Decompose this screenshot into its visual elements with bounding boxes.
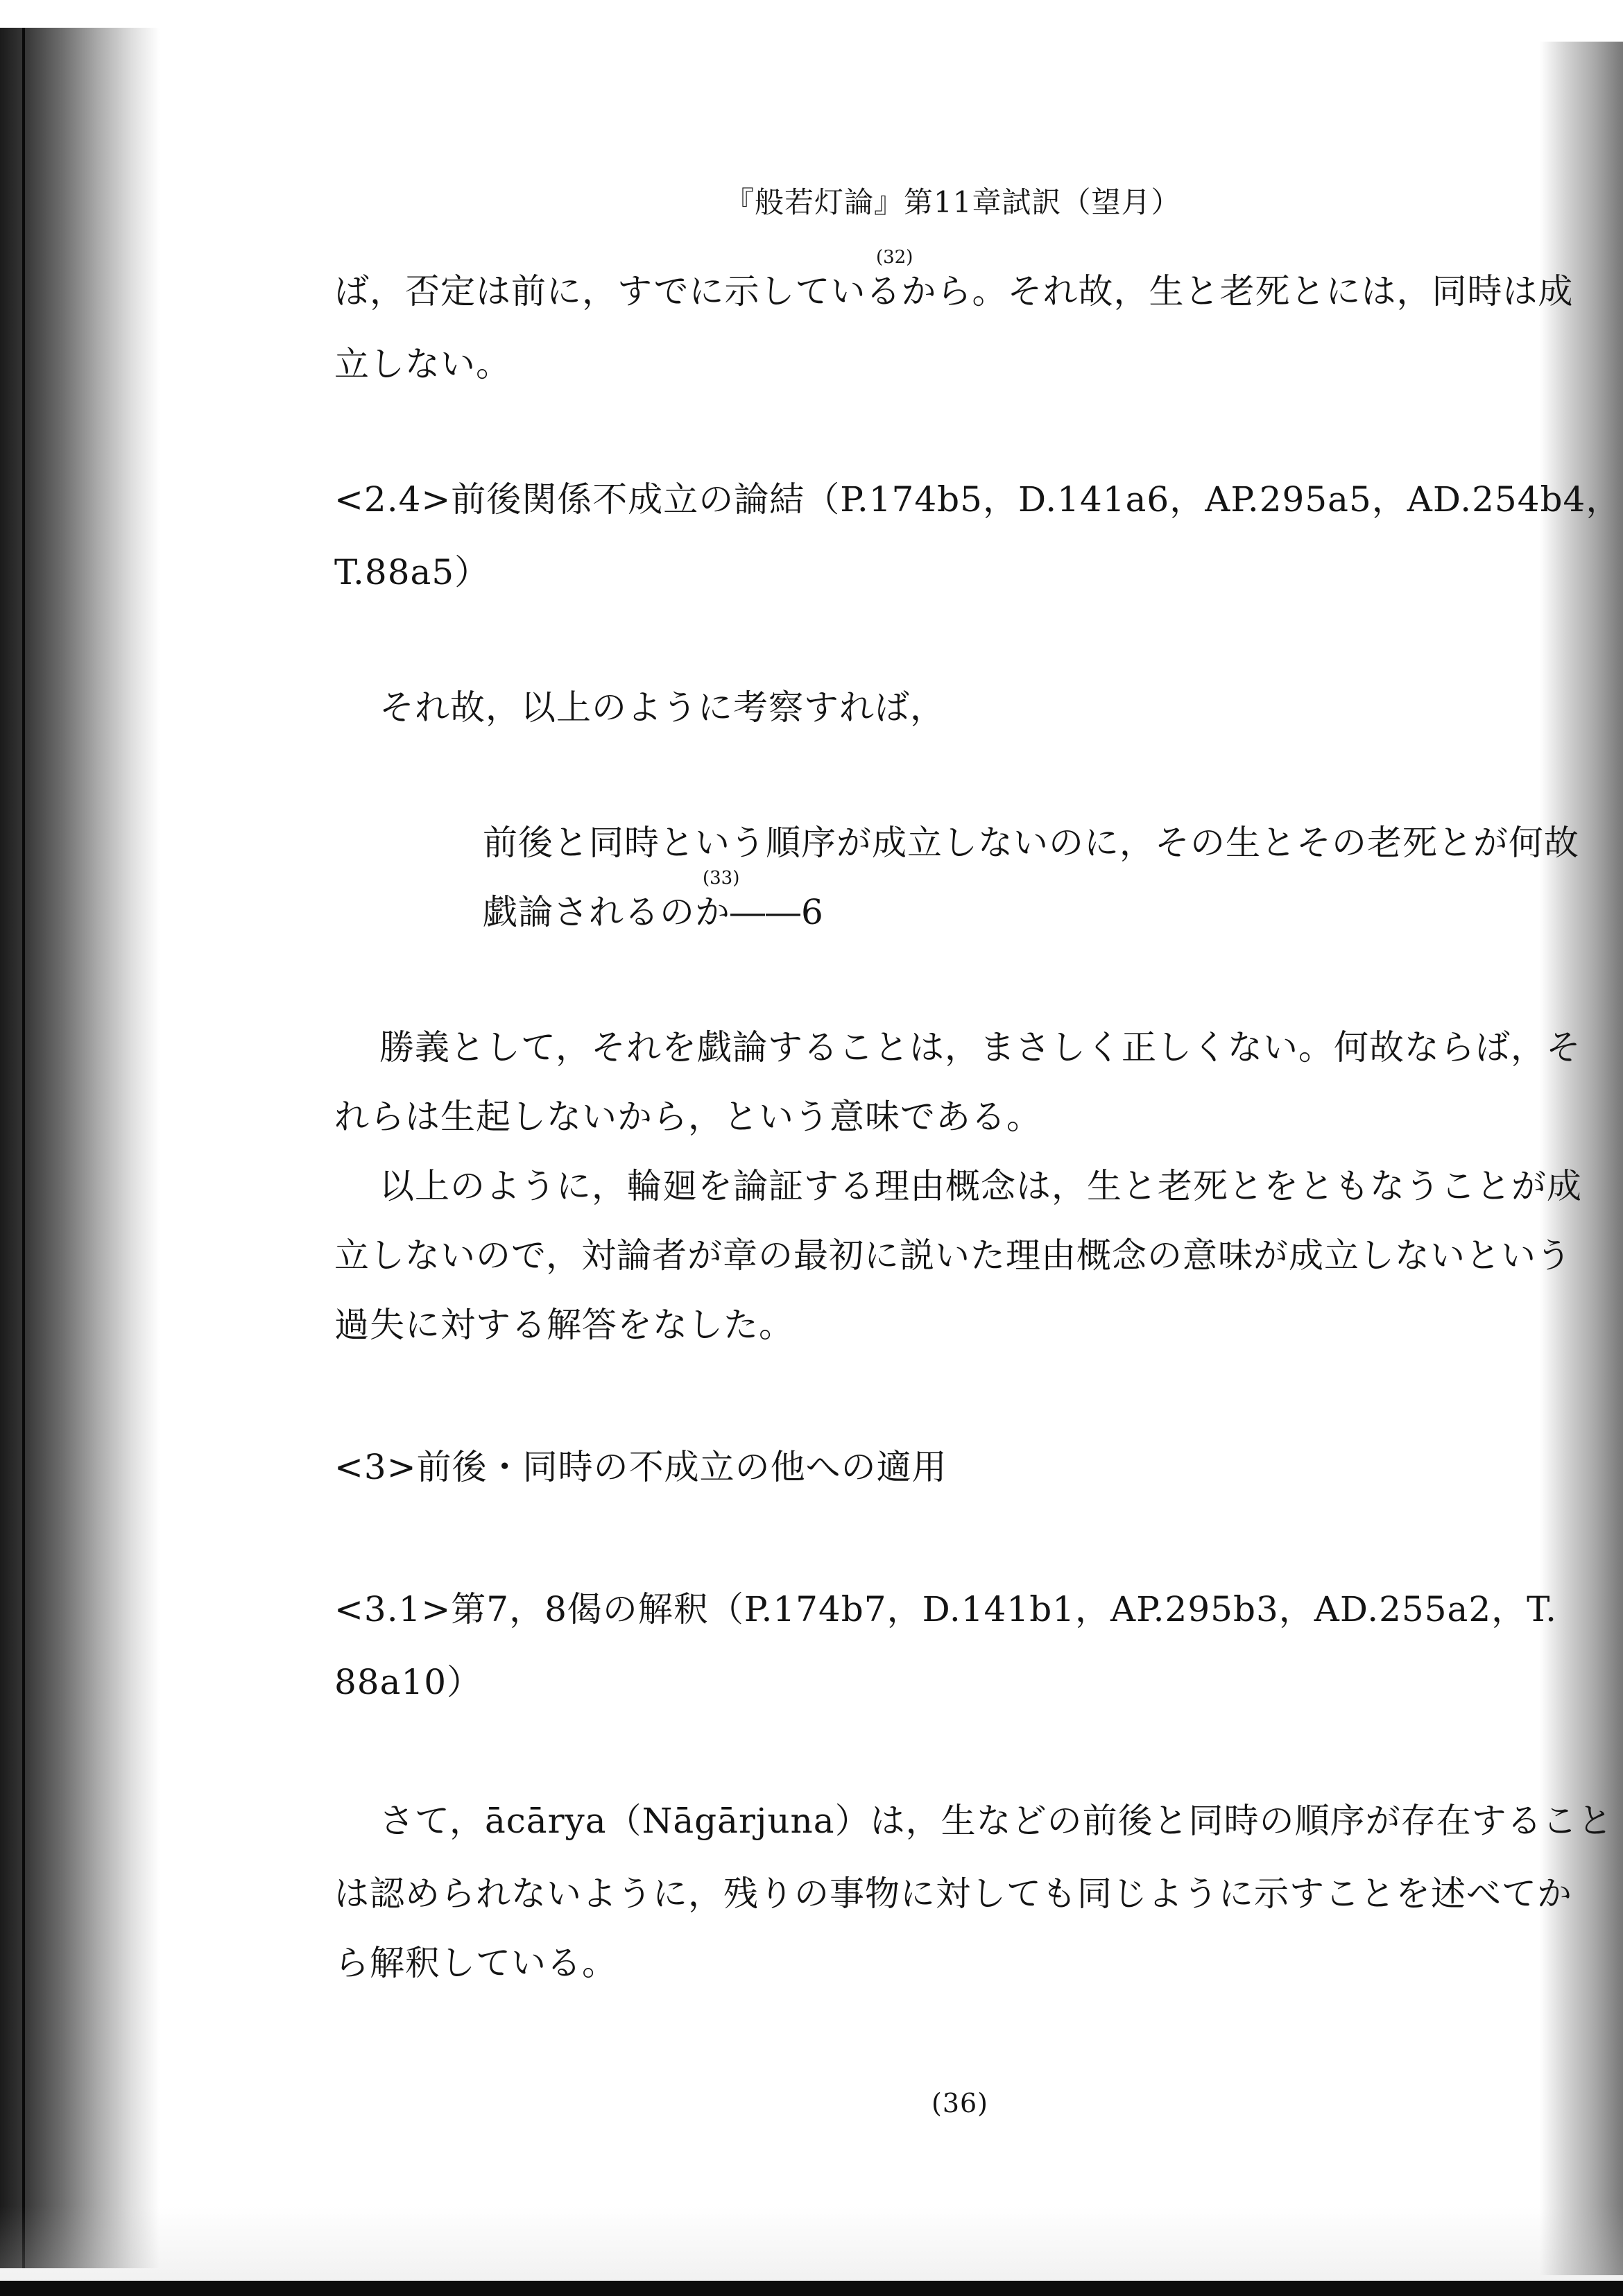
footnote-marker-32: (32): [876, 247, 913, 268]
left-gutter-edge: [22, 28, 25, 2268]
bottom-edge: [0, 2281, 1623, 2296]
text-line: ら解釈している。: [334, 1943, 617, 1983]
section-heading: <3.1>第7，8偈の解釈（P.174b7，D.141b1，AP.295b3，AD.255a2，T.: [334, 1589, 1558, 1629]
text-line: 立しない。: [334, 344, 511, 384]
text-line: さて，ācārya（Nāgārjuna）は，生などの前後と同時の順序が存在すること: [379, 1801, 1613, 1841]
right-edge-shadow: [1540, 42, 1623, 2275]
section-heading-continued: T.88a5）: [334, 552, 490, 592]
running-header: 『般若灯論』第11章試訳（望月）: [725, 185, 1181, 219]
bottom-shade: [0, 2206, 1623, 2281]
text-line: 過失に対する解答をなした。: [334, 1305, 794, 1345]
footnote-marker-33: (33): [703, 868, 740, 889]
section-heading-continued: 88a10）: [334, 1662, 483, 1702]
text-line: は認められないように，残りの事物に対しても同じように示すことを述べてか: [334, 1874, 1572, 1914]
page-number: (36): [931, 2088, 989, 2118]
top-margin: [0, 0, 1623, 18]
text-line: れらは生起しないから，という意味である。: [334, 1097, 1042, 1137]
section-heading: <3>前後・同時の不成立の他への適用: [334, 1447, 947, 1487]
text-line: 勝義として，それを戯論することは，まさしく正しくない。何故ならば，そ: [379, 1027, 1581, 1068]
text-line: ば，否定は前に，すでに示しているから。それ故，生と老死とには，同時は成: [334, 271, 1574, 311]
text-line: 立しないので，対論者が章の最初に説いた理由概念の意味が成立しないという: [334, 1235, 1572, 1276]
text-line: 以上のように，輪廻を論証する理由概念は，生と老死とをともなうことが成: [379, 1166, 1582, 1206]
section-heading: <2.4>前後関係不成立の論結（P.174b5，D.141a6，AP.295a5，AD.254b4，: [334, 479, 1622, 520]
verse-line: 前後と同時という順序が成立しないのに，その生とその老死とが何故: [483, 823, 1579, 863]
verse-line: 戯論されるのか――6: [483, 892, 824, 932]
text-line: それ故，以上のように考察すれば，: [379, 687, 945, 728]
